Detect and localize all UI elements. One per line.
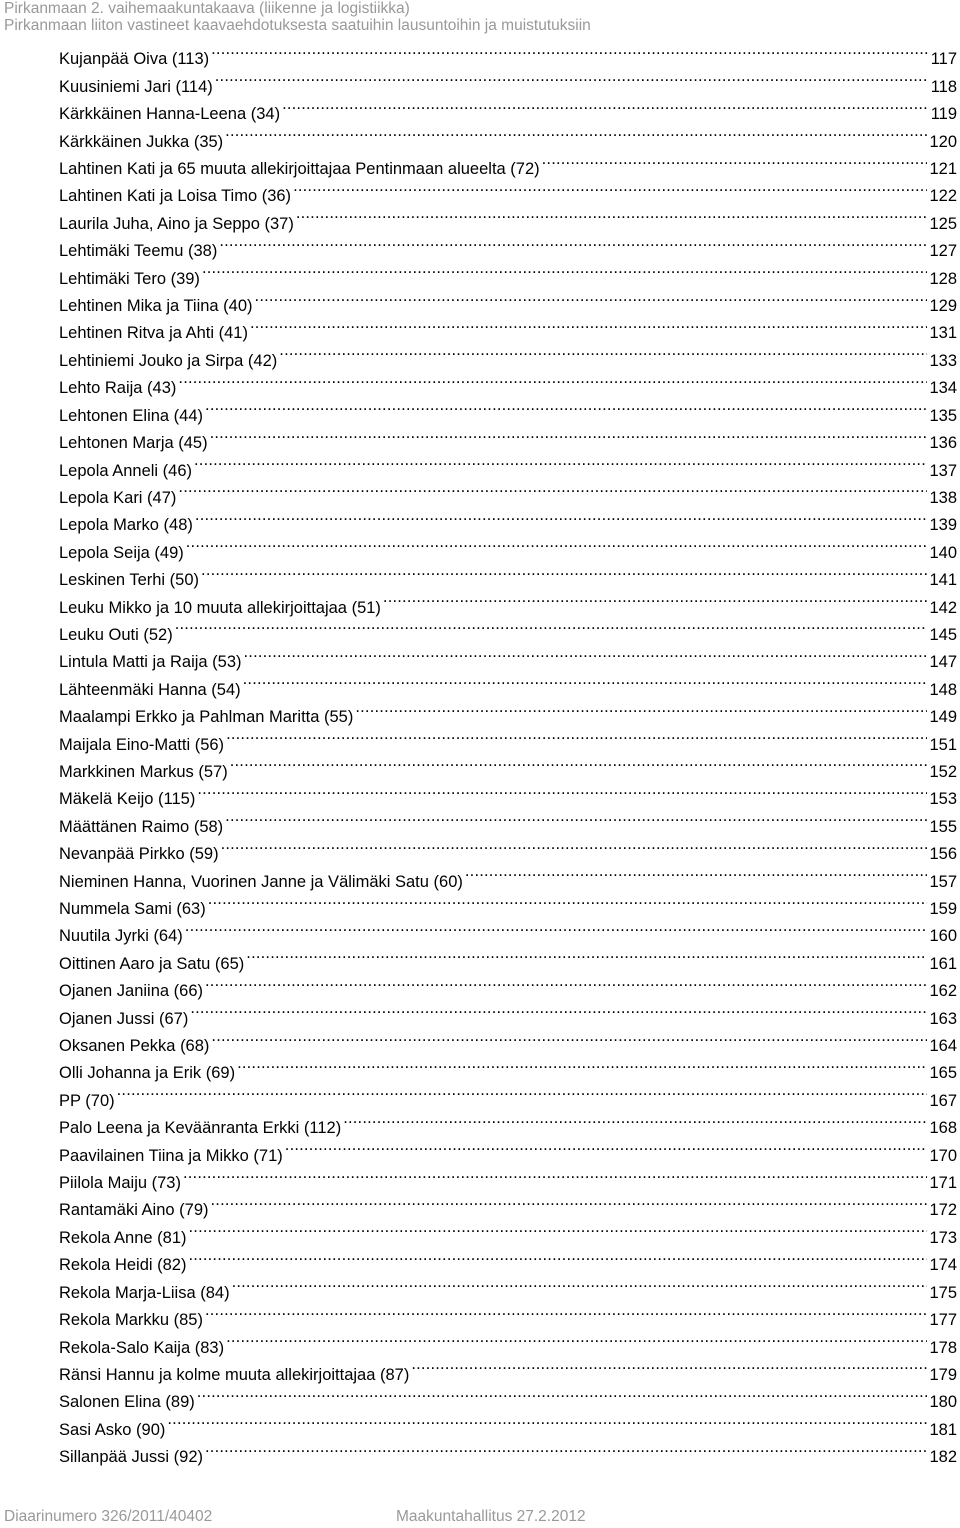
toc-entry-page-number: 152 xyxy=(929,762,957,781)
toc-entry-page-number: 180 xyxy=(929,1393,957,1412)
toc-dot-leader xyxy=(178,476,927,503)
toc-dot-leader xyxy=(219,229,927,256)
toc-entry-title: Paavilainen Tiina ja Mikko (71) xyxy=(59,1146,283,1165)
toc-dot-leader xyxy=(243,667,928,694)
toc-dot-leader xyxy=(210,421,928,448)
toc-entry-title: Olli Johanna ja Erik (69) xyxy=(59,1064,236,1083)
toc-entry[interactable] xyxy=(59,530,957,562)
toc-dot-leader xyxy=(188,1243,927,1270)
toc-entry-page-number: 170 xyxy=(929,1146,957,1165)
toc-entry-title: Kärkkäinen Jukka (35) xyxy=(59,132,224,151)
toc-entry-title: Ojanen Jussi (67) xyxy=(59,1009,189,1028)
toc-entry-title: Lehtimäki Tero (39) xyxy=(59,269,200,288)
toc-entry-page-number: 122 xyxy=(929,187,957,206)
toc-dot-leader xyxy=(226,722,927,749)
toc-entry-title: Rekola Heidi (82) xyxy=(59,1256,187,1275)
toc-dot-leader xyxy=(465,859,928,886)
toc-entry-page-number: 137 xyxy=(929,461,957,480)
toc-entry-page-number: 141 xyxy=(929,571,957,590)
toc-dot-leader xyxy=(226,1325,927,1352)
toc-entry-page-number: 171 xyxy=(929,1174,957,1193)
header-title: Pirkanmaan 2. vaihemaakuntakaava (liikenne ja logistiikka) xyxy=(4,0,410,17)
toc-entry-title: Leskinen Terhi (50) xyxy=(59,571,200,590)
toc-entry-page-number: 153 xyxy=(929,790,957,809)
toc-entry-page-number: 151 xyxy=(929,735,957,754)
toc-entry-title: Oittinen Aaro ja Satu (65) xyxy=(59,954,245,973)
toc-entry[interactable] xyxy=(59,503,957,535)
toc-dot-leader xyxy=(237,1051,927,1078)
toc-dot-leader xyxy=(232,1270,928,1297)
toc-dot-leader xyxy=(211,37,929,64)
toc-entry-page-number: 164 xyxy=(929,1037,957,1056)
toc-entry-title: Lintula Matti ja Raija (53) xyxy=(59,653,242,672)
toc-dot-leader xyxy=(178,366,927,393)
toc-entry-title: Lepola Kari (47) xyxy=(59,488,177,507)
table-of-contents xyxy=(59,37,957,1467)
toc-dot-leader xyxy=(411,1353,927,1380)
toc-entry-page-number: 178 xyxy=(929,1338,957,1357)
toc-entry-title: Nieminen Hanna, Vuorinen Janne ja Välimäki Satu (60) xyxy=(59,872,463,891)
toc-dot-leader xyxy=(225,119,927,146)
toc-entry-title: Lahtinen Kati ja Loisa Timo (36) xyxy=(59,187,292,206)
toc-entry-page-number: 140 xyxy=(929,543,957,562)
toc-entry-page-number: 134 xyxy=(929,379,957,398)
toc-entry-title: Rekola-Salo Kaija (83) xyxy=(59,1338,225,1357)
toc-entry-page-number: 135 xyxy=(929,406,957,425)
toc-entry-title: Määttänen Raimo (58) xyxy=(59,817,224,836)
toc-entry-page-number: 125 xyxy=(929,214,957,233)
toc-entry-title: Piilola Maiju (73) xyxy=(59,1174,181,1193)
toc-entry-title: Palo Leena ja Keväänranta Erkki (112) xyxy=(59,1119,342,1138)
toc-entry-title: Lehtiniemi Jouko ja Sirpa (42) xyxy=(59,351,278,370)
toc-dot-leader xyxy=(225,804,927,831)
toc-entry-page-number: 181 xyxy=(929,1420,957,1439)
toc-entry-title: Nevanpää Pirkko (59) xyxy=(59,845,219,864)
toc-entry-title: Leuku Outi (52) xyxy=(59,625,173,644)
toc-entry-title: Nummela Sami (63) xyxy=(59,900,206,918)
toc-entry-title: Lepola Seija (49) xyxy=(59,543,184,562)
toc-dot-leader xyxy=(195,503,928,530)
toc-dot-leader xyxy=(542,147,928,174)
toc-dot-leader xyxy=(183,1161,928,1188)
toc-dot-leader xyxy=(230,750,928,777)
toc-entry[interactable] xyxy=(59,366,957,398)
toc-entry-title: Sasi Asko (90) xyxy=(59,1420,166,1439)
toc-dot-leader xyxy=(355,695,927,722)
toc-entry-page-number: 163 xyxy=(929,1009,957,1028)
toc-entry-title: Lähteenmäki Hanna (54) xyxy=(59,680,241,699)
toc-entry-page-number: 157 xyxy=(929,872,957,891)
toc-entry-page-number: 148 xyxy=(929,680,957,699)
header-subtitle: Pirkanmaan liiton vastineet kaavaehdotuksesta saatuihin lausuntoihin ja muistutuksiin xyxy=(4,17,591,34)
toc-entry-page-number: 165 xyxy=(929,1064,957,1083)
toc-entry-title: Maijala Eino-Matti (56) xyxy=(59,735,225,754)
toc-entry-title: Lehto Raija (43) xyxy=(59,379,177,398)
toc-dot-leader xyxy=(282,92,929,119)
toc-dot-leader xyxy=(205,1435,927,1462)
toc-entry-page-number: 118 xyxy=(930,77,957,96)
toc-dot-leader xyxy=(201,558,927,585)
toc-dot-leader xyxy=(205,969,927,996)
toc-entry-title: Ojanen Janiina (66) xyxy=(59,982,204,1001)
toc-entry[interactable] xyxy=(59,996,957,1028)
toc-dot-leader xyxy=(383,585,928,612)
toc-entry-page-number: 174 xyxy=(929,1256,957,1275)
toc-dot-leader xyxy=(117,1078,928,1105)
toc-entry[interactable] xyxy=(59,1215,957,1247)
toc-dot-leader xyxy=(197,777,927,804)
toc-entry-page-number: 162 xyxy=(929,982,957,1001)
toc-dot-leader xyxy=(186,530,928,557)
toc-entry[interactable] xyxy=(59,558,957,590)
toc-dot-leader xyxy=(167,1407,927,1434)
toc-entry[interactable] xyxy=(59,1270,957,1302)
toc-entry-page-number: 173 xyxy=(929,1228,957,1247)
toc-dot-leader xyxy=(285,1133,928,1160)
toc-entry-page-number: 120 xyxy=(929,132,957,151)
toc-entry-title: Salonen Elina (89) xyxy=(59,1393,195,1412)
toc-entry-page-number: 177 xyxy=(929,1311,957,1330)
toc-dot-leader xyxy=(211,1188,928,1215)
toc-entry-page-number: 121 xyxy=(929,160,957,179)
toc-entry-title: Oksanen Pekka (68) xyxy=(59,1037,210,1056)
toc-dot-leader xyxy=(250,311,928,338)
toc-entry-page-number: 149 xyxy=(929,708,957,727)
toc-entry[interactable] xyxy=(59,37,957,69)
toc-dot-leader xyxy=(205,1298,928,1325)
toc-entry[interactable] xyxy=(59,1024,957,1056)
toc-entry[interactable] xyxy=(59,1435,957,1467)
toc-entry-title: Sillanpää Jussi (92) xyxy=(59,1448,203,1467)
toc-entry-page-number: 145 xyxy=(929,625,957,644)
toc-dot-leader xyxy=(255,284,928,311)
toc-entry-title: Ränsi Hannu ja kolme muuta allekirjoittajaa (87) xyxy=(59,1365,410,1384)
toc-entry-page-number: 182 xyxy=(929,1448,957,1467)
toc-dot-leader xyxy=(175,613,928,640)
toc-entry-title: Kärkkäinen Hanna-Leena (34) xyxy=(59,105,281,124)
toc-entry-title: Lehtonen Marja (45) xyxy=(59,434,208,453)
toc-entry[interactable] xyxy=(59,1106,957,1138)
toc-dot-leader xyxy=(197,1380,928,1407)
toc-dot-leader xyxy=(202,256,928,283)
toc-entry[interactable] xyxy=(59,914,957,946)
toc-entry-title: Lehtimäki Teemu (38) xyxy=(59,242,218,261)
toc-entry-page-number: 138 xyxy=(929,488,957,507)
toc-entry-page-number: 168 xyxy=(929,1119,957,1138)
toc-entry-title: Kujanpää Oiva (113) xyxy=(59,50,210,69)
toc-entry-page-number: 156 xyxy=(929,845,957,864)
toc-dot-leader xyxy=(190,996,927,1023)
toc-entry-title: Rantamäki Aino (79) xyxy=(59,1201,209,1220)
toc-dot-leader xyxy=(189,1215,928,1242)
toc-entry-page-number: 129 xyxy=(929,297,957,316)
toc-entry[interactable] xyxy=(59,1188,957,1220)
toc-entry-page-number: 175 xyxy=(929,1283,957,1302)
toc-dot-leader xyxy=(215,64,929,91)
toc-entry-title: Rekola Markku (85) xyxy=(59,1311,203,1330)
toc-entry-page-number: 139 xyxy=(929,516,957,535)
toc-entry-title: Laurila Juha, Aino ja Seppo (37) xyxy=(59,214,294,233)
toc-dot-leader xyxy=(185,914,928,941)
toc-entry[interactable] xyxy=(59,1407,957,1439)
page-header xyxy=(4,0,954,34)
toc-entry-page-number: 133 xyxy=(929,351,957,370)
toc-entry-page-number: 179 xyxy=(929,1365,957,1384)
toc-entry[interactable] xyxy=(59,941,957,973)
toc-entry-page-number: 128 xyxy=(929,269,957,288)
toc-dot-leader xyxy=(194,448,927,475)
toc-entry-page-number: 131 xyxy=(929,324,957,343)
toc-entry-page-number: 117 xyxy=(930,50,957,69)
toc-dot-leader xyxy=(211,1024,927,1051)
toc-entry-page-number: 167 xyxy=(929,1091,957,1110)
toc-entry-title: Lepola Anneli (46) xyxy=(59,461,193,480)
toc-entry-page-number: 160 xyxy=(929,927,957,946)
toc-entry[interactable] xyxy=(59,1161,957,1193)
footer-diary-number: Diaarinumero 326/2011/40402 xyxy=(4,1508,213,1525)
toc-entry[interactable] xyxy=(59,640,957,672)
toc-entry-title: Rekola Marja-Liisa (84) xyxy=(59,1283,230,1302)
toc-entry-page-number: 119 xyxy=(930,105,957,124)
toc-entry-title: Lahtinen Kati ja 65 muuta allekirjoittajaa Pentinmaan alueelta (72) xyxy=(59,160,540,179)
toc-entry-page-number: 161 xyxy=(929,954,957,973)
toc-entry[interactable] xyxy=(59,393,957,425)
toc-entry-page-number: 147 xyxy=(929,653,957,672)
toc-entry-title: Mäkelä Keijo (115) xyxy=(59,790,196,809)
toc-entry-title: Lepola Marko (48) xyxy=(59,516,193,535)
toc-dot-leader xyxy=(208,887,928,914)
toc-entry-title: Kuusiniemi Jari (114) xyxy=(59,77,213,96)
toc-dot-leader xyxy=(221,832,928,859)
toc-entry-page-number: 142 xyxy=(929,598,957,617)
toc-dot-leader xyxy=(296,201,928,228)
toc-entry-title: Lehtinen Mika ja Tiina (40) xyxy=(59,297,253,316)
toc-entry[interactable] xyxy=(59,1243,957,1275)
toc-entry-title: Maalampi Erkko ja Pahlman Maritta (55) xyxy=(59,708,354,727)
toc-entry-title: Lehtinen Ritva ja Ahti (41) xyxy=(59,324,248,343)
toc-entry[interactable] xyxy=(59,448,957,480)
toc-entry-page-number: 159 xyxy=(929,900,957,918)
toc-dot-leader xyxy=(246,941,927,968)
toc-entry[interactable] xyxy=(59,613,957,644)
toc-dot-leader xyxy=(343,1106,927,1133)
footer-date: Maakuntahallitus 27.2.2012 xyxy=(396,1508,586,1525)
toc-dot-leader xyxy=(293,174,927,201)
toc-entry-title: Leuku Mikko ja 10 muuta allekirjoittajaa (51) xyxy=(59,598,381,617)
toc-entry-title: Markkinen Markus (57) xyxy=(59,762,228,781)
toc-entry-title: PP (70) xyxy=(59,1091,115,1110)
toc-entry[interactable] xyxy=(59,1078,957,1110)
toc-dot-leader xyxy=(279,338,927,365)
toc-entry-page-number: 136 xyxy=(929,434,957,453)
toc-entry-title: Nuutila Jyrki (64) xyxy=(59,927,183,946)
toc-entry-page-number: 127 xyxy=(929,242,957,261)
toc-entry-title: Lehtonen Elina (44) xyxy=(59,406,204,425)
toc-entry-page-number: 172 xyxy=(929,1201,957,1220)
toc-entry[interactable] xyxy=(59,476,957,507)
toc-dot-leader xyxy=(244,640,928,667)
toc-dot-leader xyxy=(205,393,927,420)
toc-entry-page-number: 155 xyxy=(929,817,957,836)
toc-entry-title: Rekola Anne (81) xyxy=(59,1228,187,1247)
